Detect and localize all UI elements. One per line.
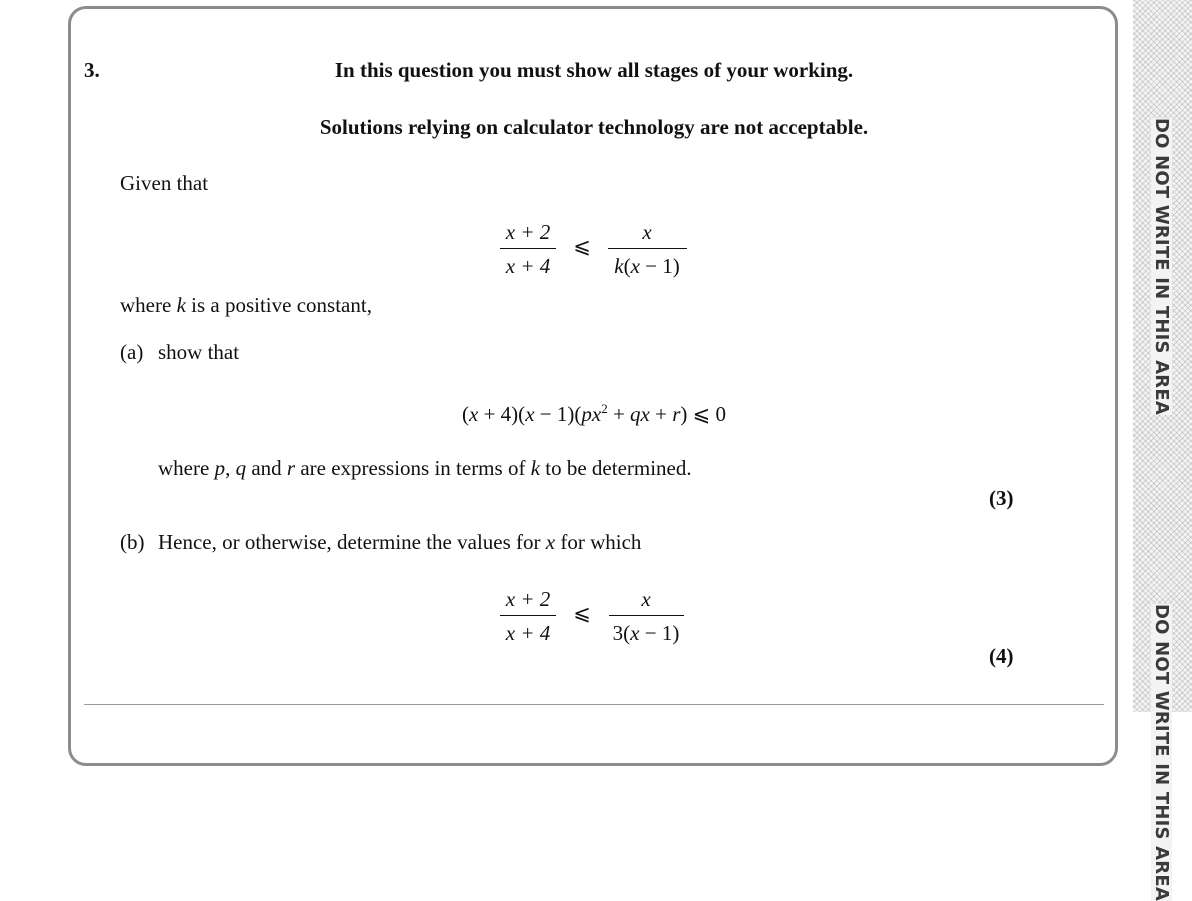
ineq2-rhs-denominator: 3(x − 1) <box>612 621 680 645</box>
ineq2-lhs-denominator: x + 4 <box>505 621 551 645</box>
part-b-marks: (4) <box>989 644 1014 668</box>
ineq2-rhs-numerator: x <box>641 587 651 611</box>
part-a-text: show that <box>158 340 240 364</box>
given-that: Given that <box>120 171 209 195</box>
ineq1-lhs-bar <box>500 248 556 249</box>
ineq1-rhs-denominator: k(x − 1) <box>614 254 680 278</box>
ineq2-lhs-numerator: x + 2 <box>505 587 551 611</box>
question-number: 3. <box>84 58 100 82</box>
ineq2-rhs-bar <box>609 615 684 616</box>
part-a-expression: $(x + 4)(x - 1)(px^2$ + qx + r) ⩽ 0 <box>462 401 726 426</box>
margin-warning-1: DO NOT WRITE IN THIS AREA <box>1151 118 1172 415</box>
ineq1-lhs-numerator: x + 2 <box>505 220 551 244</box>
part-a-marks: (3) <box>989 486 1014 510</box>
part-b-label: (b) <box>120 530 145 554</box>
part-a-where-text: where p, q and r are expressions in terms of k to be determined. <box>158 456 692 480</box>
instruction-working: In this question you must show all stages of your working. <box>334 58 854 82</box>
where-k-text: where k is a positive constant, <box>120 293 372 317</box>
ineq1-operator: ⩽ <box>573 234 591 258</box>
part-a-label: (a) <box>120 340 144 364</box>
margin-warning-2: DO NOT WRITE IN THIS AREA <box>1151 604 1172 901</box>
ineq1-rhs-numerator: x <box>642 220 652 244</box>
ineq2-lhs-bar <box>500 615 556 616</box>
ineq2-operator: ⩽ <box>573 601 591 625</box>
instruction-calculator: Solutions relying on calculator technology are not acceptable. <box>319 115 869 139</box>
answer-rule <box>84 704 1104 705</box>
ineq1-rhs-bar <box>608 248 687 249</box>
part-b-text: Hence, or otherwise, determine the values for x for which <box>158 530 642 554</box>
ineq1-lhs-denominator: x + 4 <box>505 254 551 278</box>
do-not-write-margin <box>1133 0 1192 901</box>
